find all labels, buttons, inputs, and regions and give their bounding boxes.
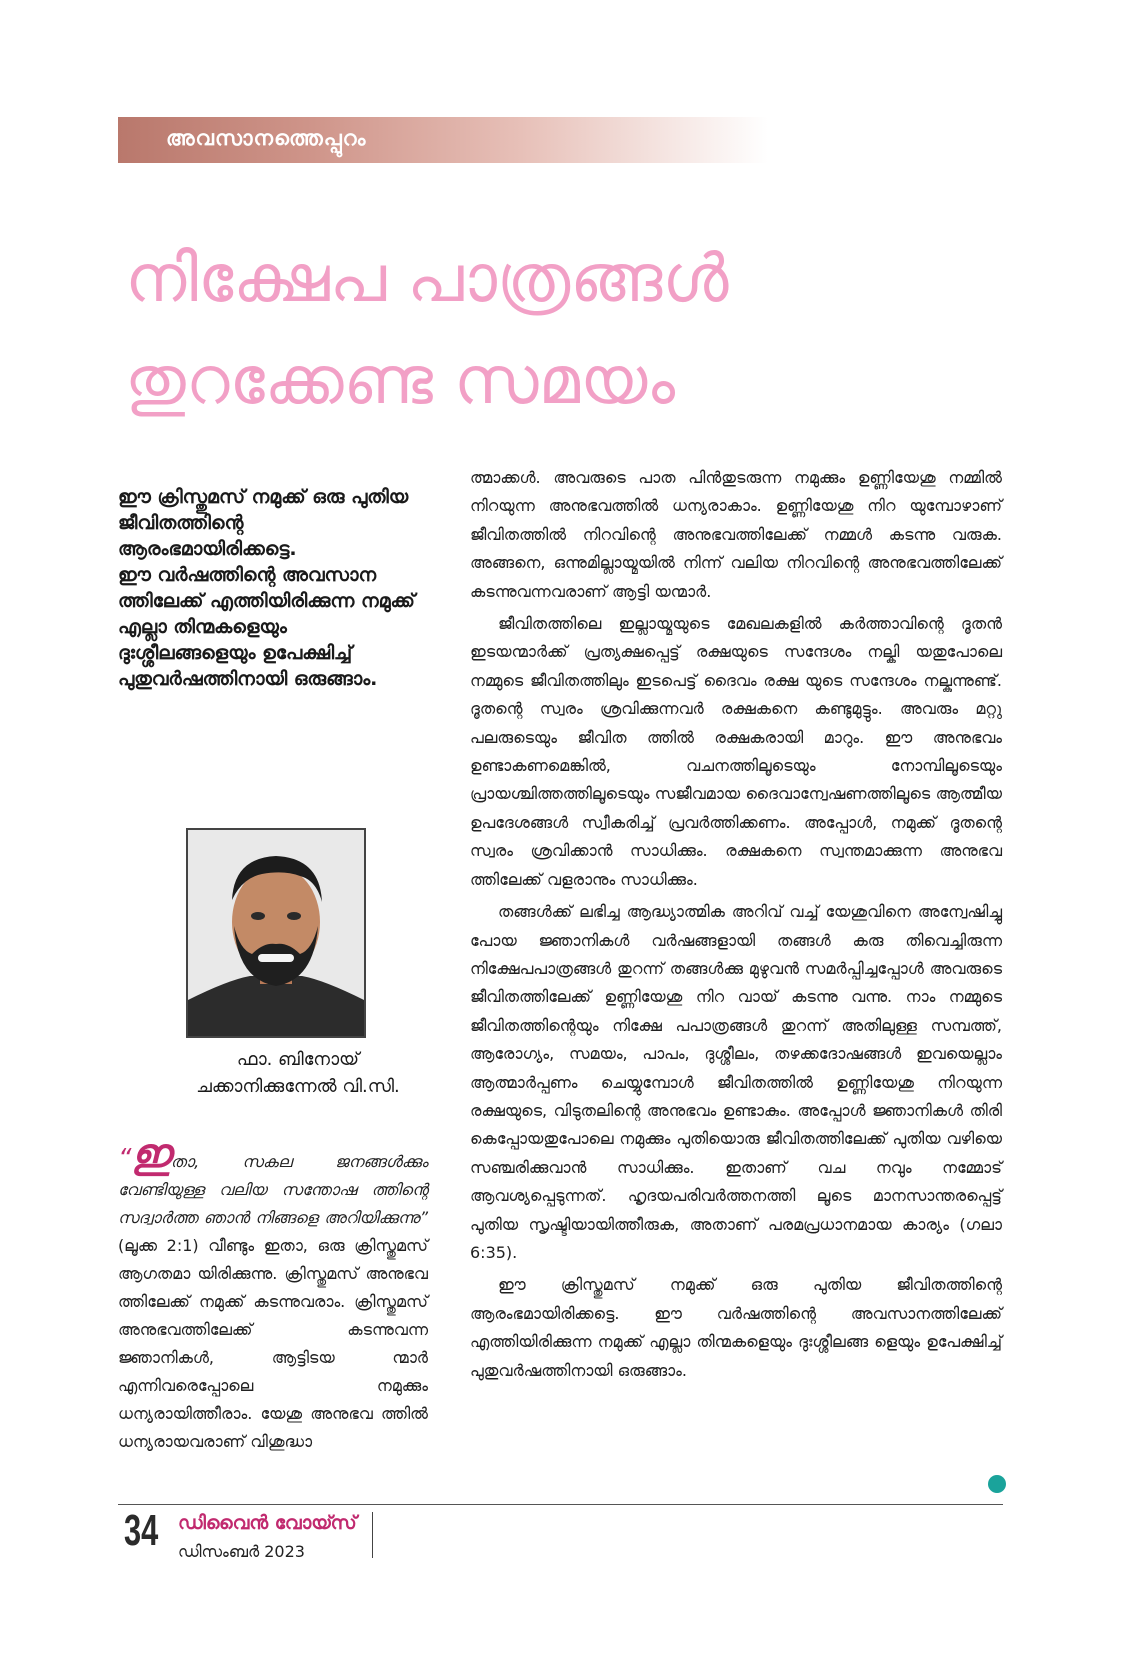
footer-divider [118, 1504, 1003, 1505]
author-name-line-2: ചക്കാനിക്കുന്നേൽ വി.സി. [196, 1076, 400, 1097]
body-right-paragraph-4: ഈ ക്രിസ്തുമസ് നമുക്ക് ഒരു പുതിയ ജീവിതത്തിന്റെ ആരംഭമായിരിക്കട്ടെ. ഈ വർഷത്തിന്റെ അവസാനത്തിലേക്ക് എത്തിയിരിക്കുന്ന നമുക്ക് എല്ലാ തിന്മകളെയും ദുഃശ്ശീലങ്ങ ളെയും ഉപേക്ഷിച്ച് പുതുവർഷത്തിനായി ഒരുങ്ങാം. [470, 1275, 1002, 1380]
page-number: 34 [124, 1506, 159, 1555]
body-column-right [470, 464, 1002, 1385]
author-photo [186, 828, 366, 1038]
body-right-paragraph-1: ത്മാക്കൾ. അവരുടെ പാത പിൻതുടരുന്ന നമുക്കും ഉണ്ണിയേശു നമ്മിൽ നിറയുന്ന അനുഭവത്തിൽ ധന്യരാകാം. ഉണ്ണിയേശു നിറ യുമ്പോഴാണ് ജീവിതത്തിൽ നിറവിന്റെ അനുഭവത്തിലേക്ക് നമ്മൾ കടന്നു വരുക. അങ്ങനെ, ഒന്നുമില്ലായ്മയിൽ നിന്ന് വലിയ നിറവിന്റെ അനുഭവത്തിലേക്ക് കടന്നുവന്നവരാണ് ആട്ടി യന്മാർ. [470, 468, 1002, 601]
footer-separator [372, 1512, 373, 1558]
author-name-line-1: ഫാ. ബിനോയ് [236, 1049, 360, 1070]
scripture-quote: താ, സകല ജനങ്ങൾക്കും വേണ്ടിയുള്ള വലിയ സന്തോഷ ത്തിന്റെ സദ്വാർത്ത ഞാൻ നിങ്ങളെ അറിയിക്കുന്നു” [118, 1152, 428, 1227]
issue-date: ഡിസംബർ 2023 [178, 1542, 305, 1561]
body-right-paragraph-3: തങ്ങൾക്ക് ലഭിച്ച ആദ്ധ്യാത്മിക അറിവ് വച്ച് യേശുവിനെ അന്വേഷിച്ചു പോയ ജ്ഞാനികൾ വർഷങ്ങളായി തങ്ങൾ കരു തിവെച്ചിരുന്ന നിക്ഷേപപാത്രങ്ങൾ തുറന്ന് തങ്ങൾക്കു മുഴുവൻ സമർപ്പിച്ചപ്പോൾ അവരുടെ ജീവിതത്തിലേക്ക് ഉണ്ണിയേശു നിറ വായ് കടന്നു വന്നു. നാം നമ്മുടെ ജീവിതത്തിന്റെയും നിക്ഷേ പപാത്രങ്ങൾ തുറന്ന് അതിലുള്ള സമ്പത്ത്, ആരോഗ്യം, സമയം, പാപം, ദുശ്ശീലം, തഴക്കദോഷങ്ങൾ ഇവയെല്ലാം ആത്മാർപ്പണം ചെയ്യുമ്പോൾ ജീവിതത്തിൽ ഉണ്ണിയേശു നിറയുന്ന രക്ഷയുടെ, വിടുതലിന്റെ അനുഭവം ഉണ്ടാകും. അപ്പോൾ ജ്ഞാനികൾ തിരി കെപ്പോയതുപോലെ നമുക്കും പുതിയൊരു ജീവിതത്തിലേക്ക് പുതിയ വഴിയെ സഞ്ചരിക്കുവാൻ സാധിക്കും. ഇതാണ് വച നവും നമ്മോട് ആവശ്യപ്പെടുന്നത്. ഹൃദയപരിവർത്തനത്തി ലൂടെ മാനസാന്തരപ്പെട്ട് പുതിയ സൃഷ്ടിയായിത്തീരുക, അതാണ് പരമപ്രധാനമായ കാര്യം (ഗലാ 6:35). [470, 902, 1002, 1262]
article-title [125, 228, 765, 432]
end-of-article-marker [988, 1475, 1006, 1493]
lead-paragraph-1: ഈ ക്രിസ്തുമസ് നമുക്ക് ഒരു പുതിയ ജീവിതത്തിന്റെ ആരംഭമായിരിക്കട്ടെ. [118, 486, 409, 560]
body-column-left [118, 1131, 428, 1456]
lead-summary [118, 484, 428, 692]
title-line-1: നിക്ഷേപ പാത്രങ്ങൾ [125, 240, 729, 317]
drop-cap: ഇ [131, 1131, 171, 1177]
lead-paragraph-2: ഈ വർഷത്തിന്റെ അവസാന ത്തിലേക്ക് എത്തിയിരിക്കുന്ന നമുക്ക് എല്ലാ തിന്മകളെയും ദുഃശ്ശീലങ്ങളെയും ഉപേക്ഷിച്ച് പുതുവർഷത്തിനായി ഒരുങ്ങാം. [118, 564, 415, 690]
section-label: അവസാനത്തെപ്പുറം [166, 126, 367, 150]
body-left-text: (ലൂക്ക 2:1) വീണ്ടും ഇതാ, ഒരു ക്രിസ്തുമസ് ആഗതമാ യിരിക്കുന്നു. ക്രിസ്തുമസ് അനുഭവ ത്തിലേക്ക് നമുക്ക് കടന്നുവരാം. ക്രിസ്തുമസ് അനുഭവത്തിലേക്ക് കടന്നുവന്ന ജ്ഞാനികൾ, ആട്ടിടയ ന്മാർ എന്നിവരെപ്പോലെ നമുക്കും ധന്യരായിത്തീരാം. യേശു അനുഭവ ത്തിൽ ധന്യരായവരാണ് വിശുദ്ധാ [118, 1236, 428, 1451]
section-banner [118, 117, 768, 163]
title-line-2: തുറക്കേണ്ട സമയം [125, 342, 676, 419]
body-left-paragraph [118, 1131, 428, 1456]
author-byline [118, 1046, 478, 1100]
body-right-paragraph-2: ജീവിതത്തിലെ ഇല്ലായ്മയുടെ മേഖലകളിൽ കർത്താവിന്റെ ദൂതൻ ഇടയന്മാർക്ക് പ്രത്യക്ഷപ്പെട്ട് രക്ഷയുടെ സന്ദേശം നല്കി യതുപോലെ നമ്മുടെ ജീവിതത്തിലും ഇടപെട്ട് ദൈവം രക്ഷ യുടെ സന്ദേശം നല്കുന്നുണ്ട്. ദൂതന്റെ സ്വരം ശ്രവിക്കുന്നവർ രക്ഷകനെ കണ്ടുമുട്ടും. അവരും മറ്റു പലരുടെയും ജീവിത ത്തിൽ രക്ഷകരായി മാറും. ഈ അനുഭവം ഉണ്ടാകണമെങ്കിൽ, വചനത്തിലൂടെയും നോമ്പിലൂടെയും പ്രായശ്ചിത്തത്തിലൂടെയും സജീവമായ ദൈവാന്വേഷണത്തിലൂടെ ആത്മീയ ഉപദേശങ്ങൾ സ്വീകരിച്ച് പ്രവർത്തിക്കണം. അപ്പോൾ, നമുക്ക് ദൂതന്റെ സ്വരം ശ്രവിക്കാൻ സാധിക്കും. രക്ഷകനെ സ്വന്തമാക്കുന്ന അനുഭവ ത്തിലേക്ക് വളരാനും സാധിക്കും. [470, 614, 1002, 889]
magazine-name: ഡിവൈൻ വോയ്സ് [178, 1512, 357, 1534]
portrait-illustration [188, 830, 364, 1036]
open-quote-mark: “ [118, 1144, 132, 1174]
